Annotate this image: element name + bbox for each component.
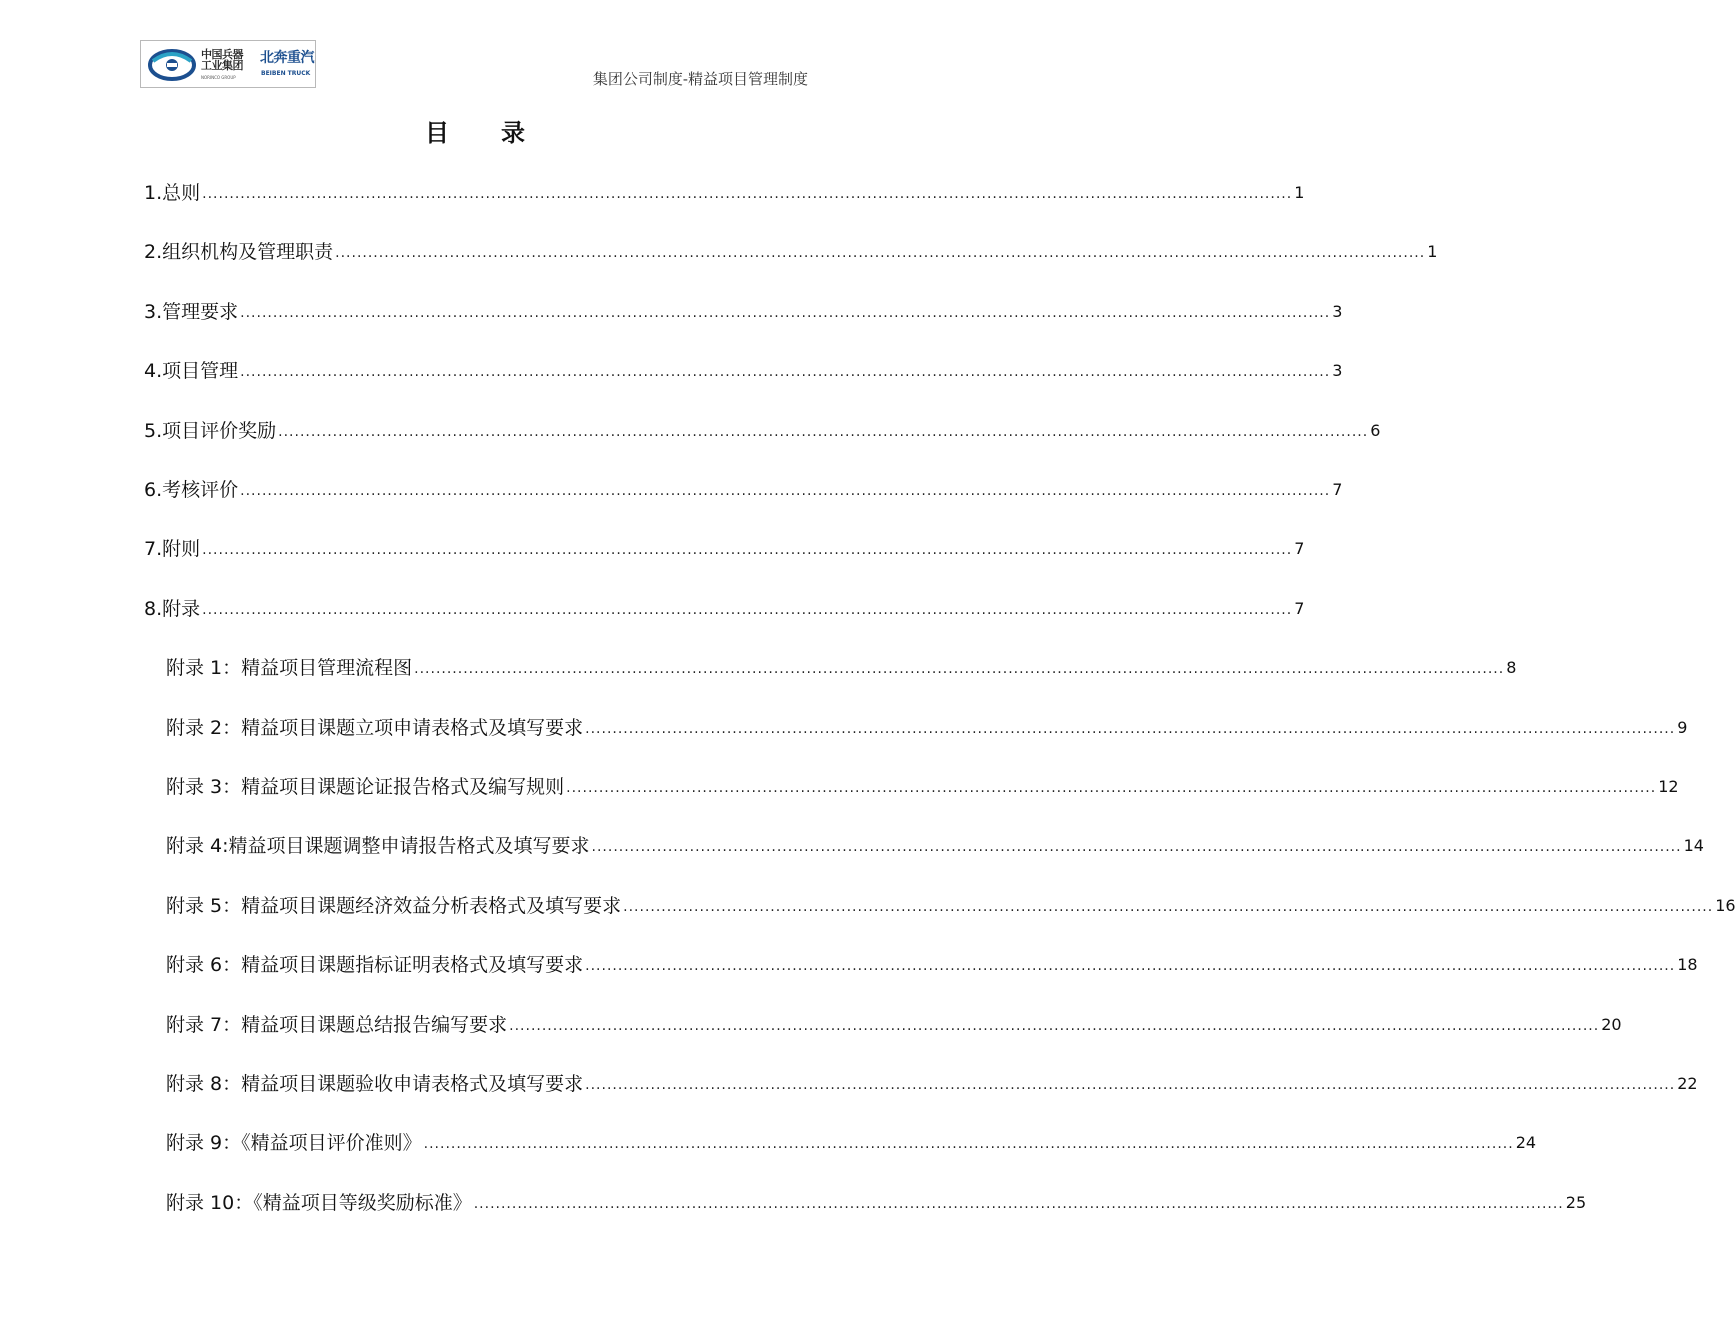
toc-entry-label: 附录 5：精益项目课题经济效益分析表格式及填写要求 <box>166 895 622 917</box>
toc-entry-page: 14 <box>1683 836 1704 855</box>
toc-entry-label: 7.附则 <box>144 538 201 560</box>
toc-entry-page: 6 <box>1370 421 1381 440</box>
toc-entry[interactable] <box>166 1129 1537 1157</box>
toc-leader-dots: ........................................................................................................................................................................................................ <box>566 780 1657 796</box>
toc-entry-label: 附录 2：精益项目课题立项申请表格式及填写要求 <box>166 717 584 739</box>
logo-brand-text: 北奔重汽 <box>260 50 314 66</box>
toc-entry-page: 7 <box>1332 480 1343 499</box>
toc-leader-dots: ........................................................................................................................................................................................................ <box>240 364 1331 380</box>
toc-entry[interactable] <box>144 595 1305 623</box>
toc-entry-page: 1 <box>1427 242 1438 261</box>
toc-leader-dots: ........................................................................................................................................................................................................ <box>202 542 1293 558</box>
toc-entry-label: 附录 4:精益项目课题调整申请报告格式及填写要求 <box>166 835 590 857</box>
toc-entry[interactable] <box>166 951 1698 979</box>
logo-emblem-icon <box>147 47 197 83</box>
toc-leader-dots: ........................................................................................................................................................................................................ <box>240 483 1331 499</box>
toc-entry[interactable] <box>166 1189 1587 1217</box>
toc-entry[interactable] <box>166 1011 1622 1039</box>
toc-entry[interactable] <box>166 832 1704 860</box>
logo-group-en-text: NORINCO GROUP <box>201 75 236 80</box>
toc-entry-page: 18 <box>1677 955 1698 974</box>
logo-group-text: 中国兵器 工业集团 <box>201 48 243 72</box>
toc-entry-label: 附录 3：精益项目课题论证报告格式及编写规则 <box>166 776 565 798</box>
toc-entry-label: 4.项目管理 <box>144 360 239 382</box>
toc-entry-label: 附录 1：精益项目管理流程图 <box>166 657 413 679</box>
header-title: 集团公司制度-精益项目管理制度 <box>592 70 808 88</box>
toc-entry-page: 25 <box>1565 1193 1587 1212</box>
header-divider <box>140 94 808 95</box>
toc-entry[interactable] <box>166 654 1517 682</box>
toc-entry-label: 5.项目评价奖励 <box>144 420 277 442</box>
toc-entry-label: 附录 8：精益项目课题验收申请表格式及填写要求 <box>166 1073 584 1095</box>
toc-entry-page: 9 <box>1677 718 1688 737</box>
toc-entry[interactable] <box>166 773 1679 801</box>
logo-brand-en-text: BEIBEN TRUCK <box>261 70 311 77</box>
toc-entry-label: 附录 9：《精益项目评价准则》 <box>166 1132 422 1154</box>
toc-leader-dots: ........................................................................................................................................................................................................ <box>202 602 1293 618</box>
toc-leader-dots: ........................................................................................................................................................................................................ <box>423 1136 1514 1152</box>
toc-leader-dots: ........................................................................................................................................................................................................ <box>473 1196 1564 1212</box>
toc-leader-dots: ........................................................................................................................................................................................................ <box>202 186 1293 202</box>
toc-leader-dots: ........................................................................................................................................................................................................ <box>585 721 1676 737</box>
toc-entry[interactable] <box>144 357 1343 385</box>
toc-leader-dots: ........................................................................................................................................................................................................ <box>585 958 1676 974</box>
toc-entry-page: 20 <box>1601 1015 1622 1034</box>
toc-entry-page: 3 <box>1332 361 1343 380</box>
toc-entry-label: 1.总则 <box>144 182 201 204</box>
toc-leader-dots: ........................................................................................................................................................................................................ <box>509 1018 1600 1034</box>
toc-title <box>0 113 950 148</box>
toc-entry[interactable] <box>166 1070 1698 1098</box>
toc-entry[interactable] <box>166 892 1736 920</box>
toc-entry[interactable] <box>144 298 1343 326</box>
toc-entry-label: 附录 6：精益项目课题指标证明表格式及填写要求 <box>166 954 584 976</box>
toc-entry-page: 7 <box>1294 599 1305 618</box>
toc-entry-label: 3.管理要求 <box>144 301 239 323</box>
toc-entry-page: 12 <box>1658 777 1679 796</box>
toc-entry-page: 24 <box>1515 1133 1537 1152</box>
toc-entry[interactable] <box>144 476 1343 504</box>
toc-entry-label: 附录 10：《精益项目等级奖励标准》 <box>166 1192 472 1214</box>
toc-entry-label: 8.附录 <box>144 598 201 620</box>
toc-entry-page: 7 <box>1294 539 1305 558</box>
toc-entry[interactable] <box>166 714 1688 742</box>
toc-leader-dots: ........................................................................................................................................................................................................ <box>335 245 1426 261</box>
toc-entry-page: 16 <box>1715 896 1736 915</box>
toc-entry[interactable] <box>144 238 1438 266</box>
toc-entry-page: 22 <box>1677 1074 1698 1093</box>
toc-entry-label: 附录 7：精益项目课题总结报告编写要求 <box>166 1014 508 1036</box>
toc-leader-dots: ........................................................................................................................................................................................................ <box>591 839 1682 855</box>
toc-entry[interactable] <box>144 179 1305 207</box>
toc-leader-dots: ........................................................................................................................................................................................................ <box>278 424 1369 440</box>
toc-title-text: 目录 <box>425 119 577 147</box>
toc-entry-page: 8 <box>1506 658 1517 677</box>
toc-entry-page: 3 <box>1332 302 1343 321</box>
toc-leader-dots: ........................................................................................................................................................................................................ <box>585 1077 1676 1093</box>
toc-entry-label: 6.考核评价 <box>144 479 239 501</box>
toc-leader-dots: ........................................................................................................................................................................................................ <box>623 899 1714 915</box>
toc-leader-dots: ........................................................................................................................................................................................................ <box>414 661 1505 677</box>
page-header <box>140 40 808 92</box>
toc-entry-page: 1 <box>1294 183 1305 202</box>
toc-entry[interactable] <box>144 535 1305 563</box>
toc-entry-label: 2.组织机构及管理职责 <box>144 241 334 263</box>
toc-entry[interactable] <box>144 417 1381 445</box>
toc-leader-dots: ........................................................................................................................................................................................................ <box>240 305 1331 321</box>
company-logo <box>140 40 316 88</box>
